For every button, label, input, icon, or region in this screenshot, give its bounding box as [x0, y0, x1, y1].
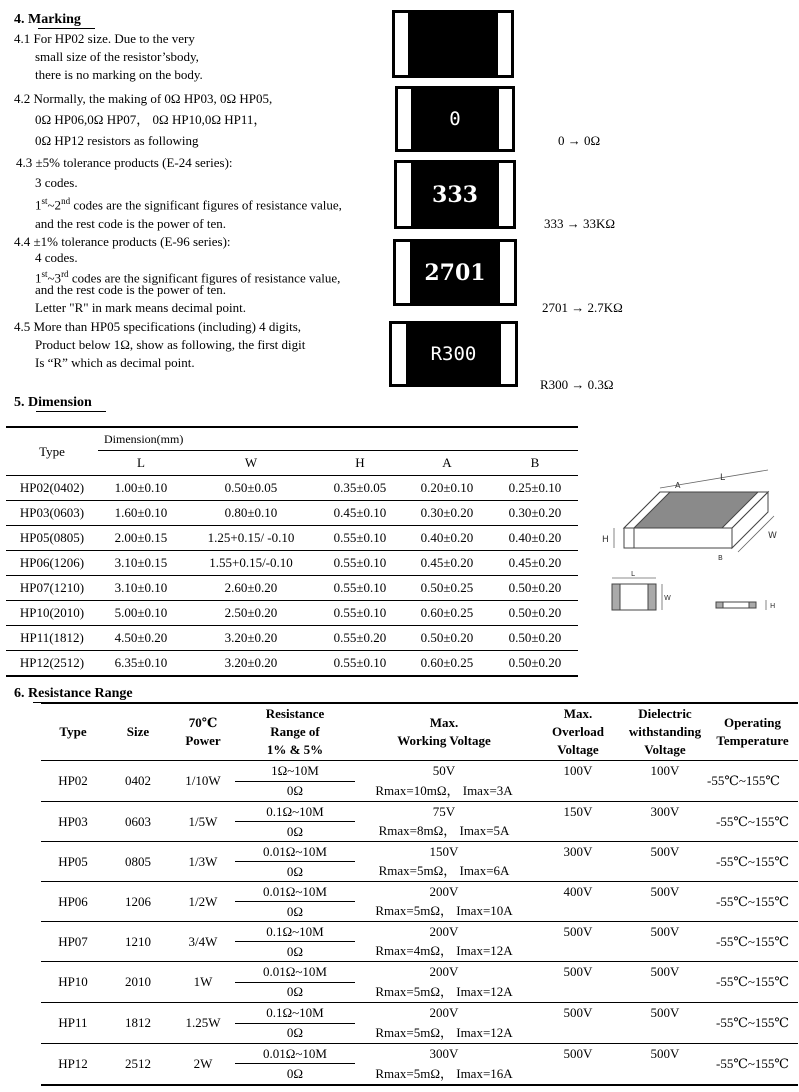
marking-4-4-line1: 4.4 ±1% tolerance products (E-96 series):: [14, 234, 231, 249]
marking-heading-text: 4. Marking: [14, 12, 81, 27]
dimension-col-l: L: [137, 455, 145, 470]
dim-label-b: B: [718, 554, 723, 562]
res-header-overload-voltage: Max. Overload Voltage: [552, 706, 604, 757]
dimension-type-header: Type: [39, 443, 65, 459]
chip-2701: [393, 239, 517, 306]
marking-4-1-line1: 4.1 For HP02 size. Due to the very: [14, 31, 195, 46]
dim-label-h: H: [602, 535, 609, 545]
chip-mark: 2701: [424, 259, 486, 286]
marking-4-4-line2: 4 codes.: [35, 250, 78, 265]
marking-4-2-line3: 0Ω HP12 resistors as following: [35, 133, 199, 148]
chip-front-face: [624, 528, 732, 548]
example-r300: R300 → 0.3Ω: [540, 377, 614, 392]
table-row: HP03(0603) 1.60±0.10 0.80±0.10 0.45±0.10 0.30±0.20 0.30±0.20: [6, 501, 578, 526]
marking-4-3-line1: 4.3 ±5% tolerance products (E-24 series):: [16, 155, 233, 170]
resistance-table: [41, 702, 798, 1086]
marking-heading: [14, 12, 81, 28]
chip-r300: [389, 321, 518, 387]
dim-label-w: W: [768, 531, 777, 541]
chip-side-left-pad: [716, 602, 723, 608]
res-header-dielectric-voltage: Dielectric withstanding Voltage: [628, 706, 702, 757]
chip-hp02-no-marking: [392, 10, 514, 78]
table-row: HP07 1210 3/4W 0.1Ω~10M 200V 500V 500V -55℃~155℃: [41, 922, 798, 942]
marking-4-3-line2: 3 codes.: [35, 175, 78, 190]
example-2701: 2701 → 2.7KΩ: [542, 300, 623, 315]
dim-label-h-small: H: [770, 602, 776, 610]
marking-4-4-line3: 1st~3rd codes are the significant figures of resistance value,: [35, 269, 341, 286]
dimension-heading-underline: [36, 411, 106, 412]
table-row: 0Ω Rmax=5mΩ， Imax=16A: [41, 1064, 798, 1085]
table-row: HP03 0603 1/5W 0.1Ω~10M 75V 150V 300V -55℃~155℃: [41, 802, 798, 822]
chip-bottom-left-pad: [612, 584, 620, 610]
marking-4-1-line2: small size of the resistor’sbody,: [35, 49, 199, 64]
chip-zero-ohm: [395, 86, 515, 152]
dimension-col-b: B: [530, 455, 540, 470]
marking-4-5-line3: Is “R” which as decimal point.: [35, 355, 195, 370]
res-header-type: Type: [59, 724, 87, 739]
marking-4-2-line1: 4.2 Normally, the making of 0Ω HP03, 0Ω HP05,: [14, 91, 273, 106]
dimension-col-h: H: [355, 455, 365, 470]
marking-4-2-line2: 0Ω HP06,0Ω HP07， 0Ω HP10,0Ω HP11，: [35, 112, 267, 127]
marking-4-1-line3: there is no marking on the body.: [35, 67, 203, 82]
dim-label-l-small: L: [631, 570, 635, 578]
table-row: 0Ω Rmax=8mΩ， Imax=5A: [41, 822, 798, 842]
table-row: 0Ω Rmax=5mΩ， Imax=12A: [41, 982, 798, 1003]
resistance-heading: 6. Resistance Range: [14, 686, 133, 701]
table-row: 0Ω Rmax=5mΩ， Imax=12A: [41, 1023, 798, 1044]
chip-mark: [395, 13, 511, 75]
table-row: 0Ω Rmax=10mΩ， Imax=3A: [41, 781, 798, 802]
table-row: HP05 0805 1/3W 0.01Ω~10M 150V 300V 500V -55℃~155℃: [41, 842, 798, 862]
dim-label-w-small: W: [664, 594, 671, 602]
table-row: HP12(2512) 6.35±0.10 3.20±0.20 0.55±0.10 0.60±0.25 0.50±0.20: [6, 651, 578, 677]
dim-label-l: L: [720, 473, 726, 483]
marking-4-3-line3: 1st~2nd codes are the significant figures of resistance value,: [35, 196, 342, 213]
marking-4-3-line4: and the rest code is the power of ten.: [35, 216, 226, 231]
table-row: HP02 0402 1/10W 1Ω~10M 50V 100V 100V -55℃~155℃: [41, 761, 798, 782]
table-row: HP02(0402) 1.00±0.10 0.50±0.05 0.35±0.05 0.20±0.10 0.25±0.10: [6, 476, 578, 501]
chip-dimension-diagram: [598, 466, 794, 626]
chip-left-terminal-front: [624, 528, 634, 548]
chip-mark: R300: [430, 343, 477, 365]
res-header-range: Resistance Range of 1% & 5%: [265, 706, 325, 757]
table-row: HP10 2010 1W 0.01Ω~10M 200V 500V 500V -55℃~155℃: [41, 962, 798, 983]
chip-333: [394, 160, 516, 229]
dimension-heading: 5. Dimension: [14, 395, 92, 410]
table-row: HP12 2512 2W 0.01Ω~10M 300V 500V 500V -55℃~155℃: [41, 1044, 798, 1064]
table-row: HP10(2010) 5.00±0.10 2.50±0.20 0.55±0.10 0.60±0.25 0.50±0.20: [6, 601, 578, 626]
dimension-table: [6, 426, 578, 677]
chip-mark: 0: [449, 108, 461, 130]
table-row: 0Ω Rmax=5mΩ， Imax=10A: [41, 902, 798, 922]
res-header-power: 70℃ Power: [185, 715, 221, 748]
chip-bottom-right-pad: [648, 584, 656, 610]
dimension-col-a: A: [442, 455, 452, 470]
table-row: HP06(1206) 3.10±0.15 1.55+0.15/-0.10 0.55±0.10 0.45±0.20 0.45±0.20: [6, 551, 578, 576]
table-row: HP11(1812) 4.50±0.20 3.20±0.20 0.55±0.20 0.50±0.20 0.50±0.20: [6, 626, 578, 651]
table-row: HP06 1206 1/2W 0.01Ω~10M 200V 400V 500V -55℃~155℃: [41, 882, 798, 902]
marking-4-4-line4: and the rest code is the power of ten.: [35, 282, 226, 297]
marking-4-4-line5: Letter "R" in mark means decimal point.: [35, 300, 246, 315]
table-row: HP11 1812 1.25W 0.1Ω~10M 200V 500V 500V -55℃~155℃: [41, 1003, 798, 1024]
dimension-group-header: Dimension(mm): [98, 427, 578, 451]
res-header-working-voltage: Max. Working Voltage: [397, 715, 491, 748]
example-333: 333 → 33KΩ: [544, 216, 616, 231]
chip-mark: 333: [432, 181, 478, 208]
chip-side-right-pad: [749, 602, 756, 608]
table-row: HP05(0805) 2.00±0.15 1.25+0.15/ -0.10 0.55±0.10 0.40±0.20 0.40±0.20: [6, 526, 578, 551]
dim-label-a: A: [675, 481, 681, 490]
table-row: 0Ω Rmax=5mΩ， Imax=6A: [41, 862, 798, 882]
marking-4-5-line2: Product below 1Ω, show as following, the first digit: [35, 337, 306, 352]
marking-4-5-line1: 4.5 More than HP05 specifications (including) 4 digits,: [14, 319, 302, 334]
table-row: 0Ω Rmax=4mΩ， Imax=12A: [41, 942, 798, 962]
res-header-temperature: Operating Temperature: [716, 715, 789, 748]
table-row: HP07(1210) 3.10±0.10 2.60±0.20 0.55±0.10 0.50±0.25 0.50±0.20: [6, 576, 578, 601]
marking-heading-underline: [38, 28, 95, 29]
example-zero: 0 → 0Ω: [558, 133, 601, 148]
res-header-size: Size: [126, 724, 150, 739]
dimension-col-w: W: [244, 455, 258, 470]
